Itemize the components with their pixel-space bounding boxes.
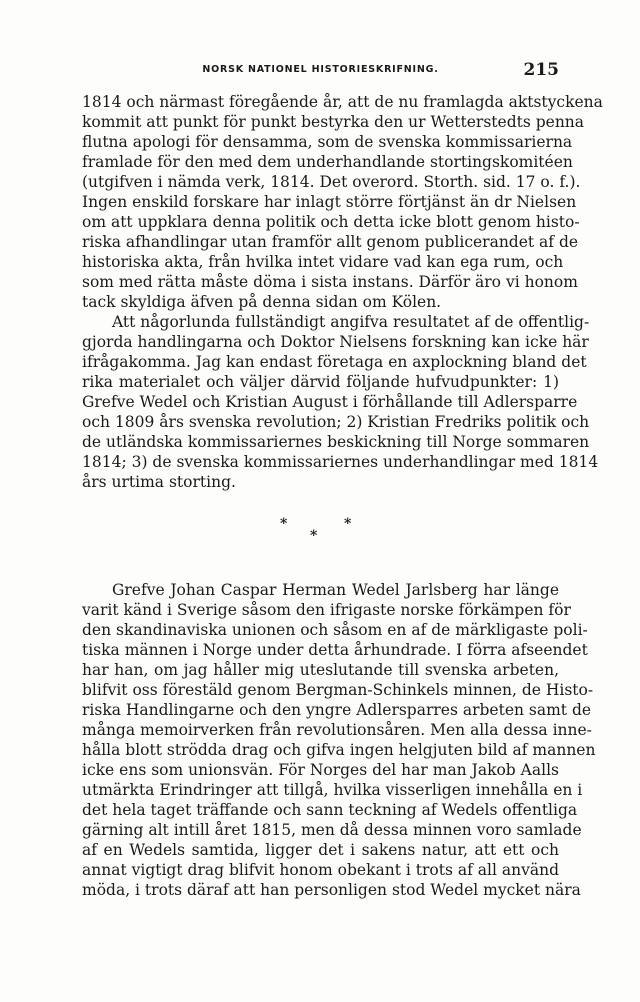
text-line: möda, i trots däraf att han personligen stod Wedel mycket nära bbox=[82, 881, 581, 899]
text-line: blifvit oss förestäld genom Bergman-Schinkels minnen, de Histo- bbox=[82, 681, 594, 699]
text-line: om att uppklara denna politik och detta icke blott genom histo- bbox=[82, 213, 580, 231]
text-line: af en Wedels samtida, ligger det i sakens natur, att ett och bbox=[82, 841, 559, 859]
paragraph-2 bbox=[82, 312, 599, 492]
text-line: ifrågakomma. Jag kan endast företaga en axplockning bland det bbox=[82, 353, 587, 371]
text-line: riska Handlingarne och den yngre Adlersparres arbeten samt de bbox=[82, 701, 592, 719]
text-line: 1814 och närmast föregående år, att de nu framlagda aktstyckena bbox=[82, 93, 603, 111]
text-line: historiska akta, från hvilka intet vidare vad kan ega rum, och bbox=[82, 253, 564, 271]
text-line: annat vigtigt drag blifvit honom obekant i trots af all använd bbox=[82, 861, 559, 879]
text-line: Grefve Johan Caspar Herman Wedel Jarlsberg har länge bbox=[112, 581, 559, 599]
text-line: års urtima storting. bbox=[82, 473, 236, 491]
text-line: de utländska kommissariernes beskickning till Norge sommaren bbox=[82, 433, 590, 451]
text-line: många memoirverken från revolutionsåren. Men alla dessa inne- bbox=[82, 721, 592, 739]
text-line: rika materialet och väljer därvid följande hufvudpunkter: 1) bbox=[82, 373, 559, 391]
text-line: utmärkta Erindringer att tillgå, hvilka visserligen innehålla en i bbox=[82, 781, 583, 799]
asterisk: * bbox=[280, 516, 288, 532]
paragraph-3 bbox=[82, 580, 596, 900]
text-line: tiska männen i Norge under detta århundrade. I förra afseendet bbox=[82, 641, 588, 659]
text-line: tack skyldiga äfven på denna sidan om Kölen. bbox=[82, 293, 442, 311]
asterisk: * bbox=[310, 528, 318, 544]
text-line: 1814; 3) de svenska kommissariernes underhandlingar med 1814 bbox=[82, 453, 599, 471]
text-line: den skandinaviska unionen och såsom en af de märkligaste poli- bbox=[82, 621, 588, 639]
text-line: har han, om jag håller mig uteslutande till svenska arbeten, bbox=[82, 661, 559, 679]
text-line: och 1809 års svenska revolution; 2) Kristian Fredriks politik och bbox=[82, 413, 590, 431]
text-line: Att någorlunda fullständigt angifva resultatet af de offentlig- bbox=[112, 313, 590, 331]
text-line: kommit att punkt för punkt bestyrka den ur Wetterstedts penna bbox=[82, 113, 585, 131]
asterisk: * bbox=[344, 516, 352, 532]
section-break-asterism bbox=[270, 516, 370, 546]
running-title: NORSK NATIONEL HISTORIESKRIFNING. bbox=[202, 64, 439, 75]
running-head bbox=[82, 60, 559, 84]
text-line: gärning alt intill året 1815, men då dessa minnen voro samlade bbox=[82, 821, 582, 839]
text-line: Ingen enskild forskare har inlagt större förtjänst än dr Nielsen bbox=[82, 193, 577, 211]
text-line: icke ens som unionsvän. För Norges del har man Jakob Aalls bbox=[82, 761, 559, 779]
text-line: gjorda handlingarna och Doktor Nielsens forskning kan icke här bbox=[82, 333, 589, 351]
paragraph-1 bbox=[82, 92, 603, 312]
page-number: 215 bbox=[523, 60, 559, 80]
text-line: Grefve Wedel och Kristian August i förhållande till Adlersparre bbox=[82, 393, 578, 411]
text-line: som med rätta måste döma i sista instans. Därför äro vi honom bbox=[82, 273, 578, 291]
text-line: (utgifven i nämda verk, 1814. Det overord. Storth. sid. 17 o. f.). bbox=[82, 173, 581, 191]
text-line: riska afhandlingar utan framför allt genom publicerandet af de bbox=[82, 233, 579, 251]
text-line: hålla blott strödda drag och gifva ingen helgjuten bild af mannen bbox=[82, 741, 596, 759]
text-line: framlade för den med dem underhandlande stortingskomitéen bbox=[82, 153, 573, 171]
text-line: det hela taget träffande och sann teckning af Wedels offentliga bbox=[82, 801, 578, 819]
text-line: varit känd i Sverige såsom den ifrigaste norske förkämpen för bbox=[82, 601, 571, 619]
text-line: flutna apologi för densamma, som de svenska kommissarierna bbox=[82, 133, 573, 151]
